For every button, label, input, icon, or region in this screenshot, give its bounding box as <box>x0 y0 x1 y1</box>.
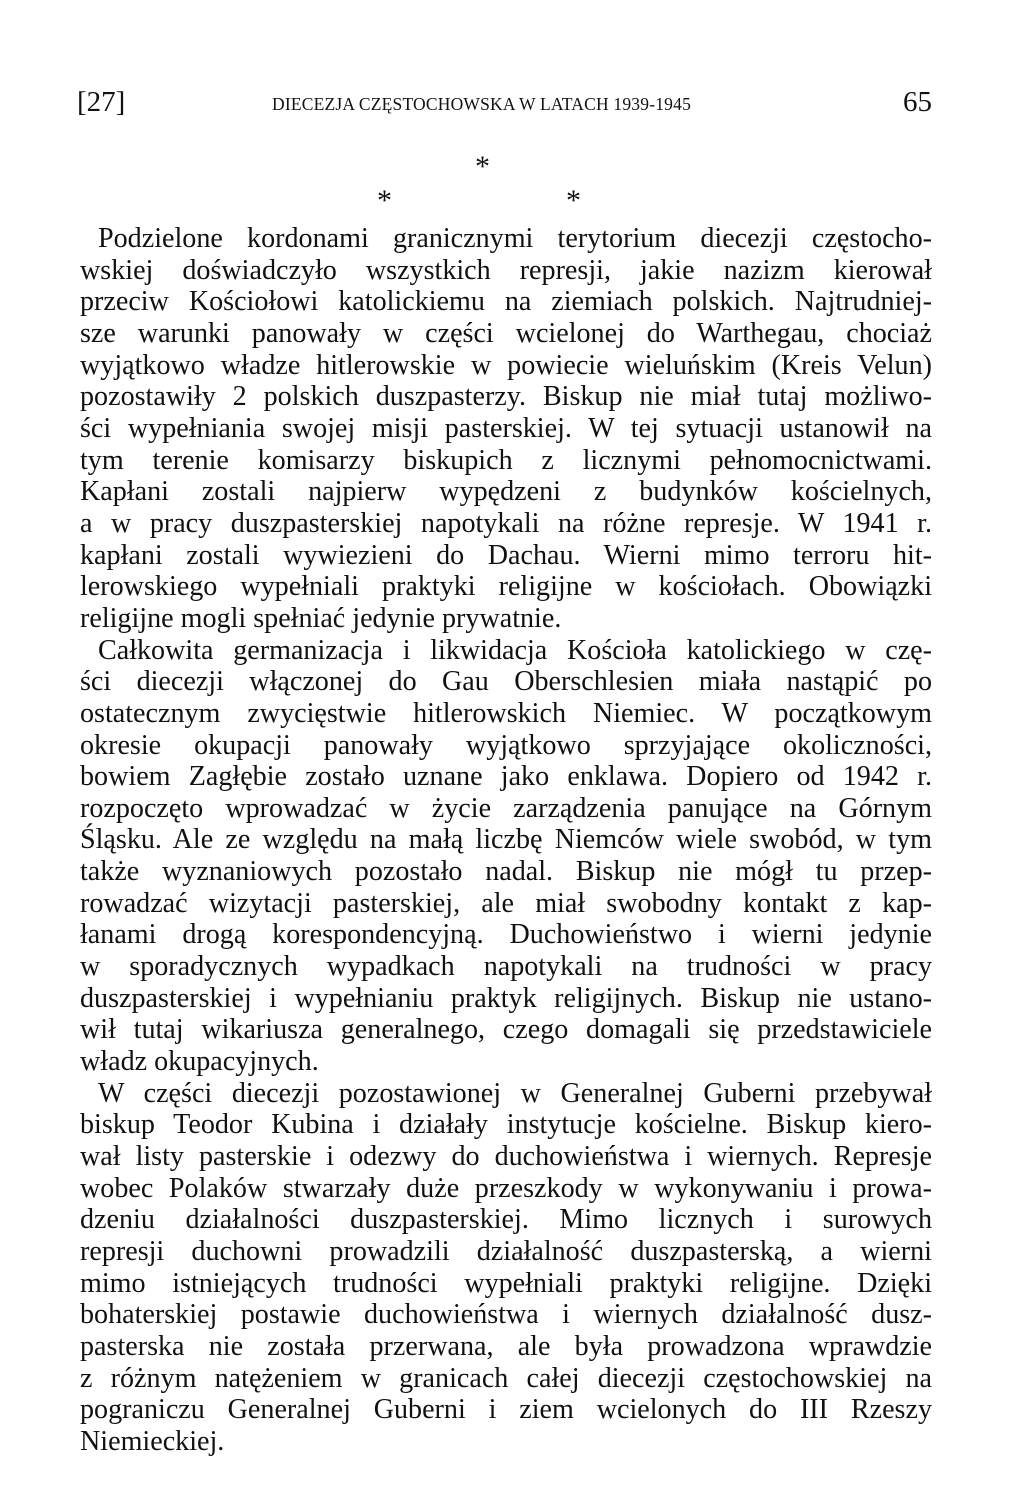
page-reference: [27] <box>77 86 126 118</box>
asterisk-top: * <box>475 150 490 183</box>
page-number: 65 <box>903 86 932 118</box>
text-line: okresie okupacji panowały wyjątkowo sprzyjające okoliczności, <box>80 729 932 761</box>
text-line: wobec Polaków stwarzały duże przeszkody w wykonywaniu i prowa- <box>80 1172 932 1204</box>
asterisk-right: * <box>566 184 581 217</box>
text-line: wił tutaj wikariusza generalnego, czego domagali się przedstawiciele <box>80 1014 932 1046</box>
asterisk-left: * <box>377 184 392 217</box>
text-line: z różnym natężeniem w granicach całej diecezji częstochowskiej na <box>80 1362 932 1394</box>
text-line: Kapłani zostali najpierw wypędzeni z budynków kościelnych, <box>80 476 932 508</box>
text-line: sze warunki panowały w części wcielonej do Warthegau, chociaż <box>80 317 932 349</box>
text-line: lerowskiego wypełniali praktyki religijne w kościołach. Obowiązki <box>80 571 932 603</box>
text-line: Śląsku. Ale ze względu na małą liczbę Niemców wiele swobód, w tym <box>80 824 932 856</box>
text-line: ostatecznym zwycięstwie hitlerowskich Niemiec. W początkowym <box>80 697 932 729</box>
text-line: Niemieckiej. <box>80 1425 225 1457</box>
text-line: rozpoczęto wprowadzać w życie zarządzenia panujące na Górnym <box>80 792 932 824</box>
paragraph-3 <box>80 1078 932 1458</box>
text-line: dzeniu działalności duszpasterskiej. Mimo licznych i surowych <box>80 1204 932 1236</box>
text-line: W części diecezji pozostawionej w Generalnej Guberni przebywał <box>98 1077 932 1109</box>
text-line: władz okupacyjnych. <box>80 1046 319 1078</box>
text-line: przeciw Kościołowi katolickiemu na ziemiach polskich. Najtrudniej- <box>80 286 932 318</box>
text-line: także wyznaniowych pozostało nadal. Biskup nie mógł tu przep- <box>80 856 932 888</box>
text-line: wskiej doświadczyło wszystkich represji, jakie nazizm kierował <box>80 254 932 286</box>
text-line: a w pracy duszpasterskiej napotykali na różne represje. W 1941 r. <box>80 507 932 539</box>
text-line: ści wypełniania swojej misji pasterskiej. W tej sytuacji ustanowił na <box>80 412 932 444</box>
article-body <box>80 223 932 1458</box>
text-line: represji duchowni prowadzili działalność duszpasterską, a wierni <box>80 1236 932 1267</box>
section-ornament <box>0 0 1024 260</box>
paragraph-2 <box>80 635 932 1078</box>
text-line: pograniczu Generalnej Guberni i ziem wcielonych do III Rzeszy <box>80 1394 932 1426</box>
text-line: wyjątkowo władze hitlerowskie w powiecie wieluńskim (Kreis Velun) <box>80 349 932 381</box>
text-line: kapłani zostali wywiezieni do Dachau. Wierni mimo terroru hit- <box>80 539 932 571</box>
text-line: tym terenie komisarzy biskupich z licznymi pełnomocnictwami. <box>80 444 932 476</box>
text-line: wał listy pasterskie i odezwy do duchowieństwa i wiernych. Represje <box>80 1141 932 1173</box>
text-line: rowadzać wizytacji pasterskiej, ale miał swobodny kontakt z kap- <box>80 887 932 919</box>
text-line: bohaterskiej postawie duchowieństwa i wiernych działalność dusz- <box>80 1299 932 1331</box>
paragraph-1 <box>80 223 932 635</box>
text-line: religijne mogli spełniać jedynie prywatnie. <box>80 602 562 634</box>
text-line: biskup Teodor Kubina i działały instytucje kościelne. Biskup kiero- <box>80 1109 932 1141</box>
text-line: mimo istniejących trudności wypełniali praktyki religijne. Dzięki <box>80 1267 932 1299</box>
text-line: Całkowita germanizacja i likwidacja Kościoła katolickiego w czę- <box>98 634 932 666</box>
text-line: ści diecezji włączonej do Gau Oberschlesien miała nastąpić po <box>80 666 932 698</box>
running-title: DIECEZJA CZĘSTOCHOWSKA W LATACH 1939-1945 <box>272 94 692 114</box>
text-line: bowiem Zagłębie zostało uznane jako enklawa. Dopiero od 1942 r. <box>80 761 932 793</box>
text-line: w sporadycznych wypadkach napotykali na trudności w pracy <box>80 951 932 983</box>
text-line: pasterska nie została przerwana, ale była prowadzona wprawdzie <box>80 1330 932 1362</box>
text-line: Podzielone kordonami granicznymi terytorium diecezji częstocho- <box>98 223 932 254</box>
text-line: pozostawiły 2 polskich duszpasterzy. Biskup nie miał tutaj możliwo- <box>80 381 932 413</box>
text-line: duszpasterskiej i wypełnianiu praktyk religijnych. Biskup nie ustano- <box>80 982 932 1014</box>
text-line: łanami drogą korespondencyjną. Duchowieństwo i wierni jedynie <box>80 919 932 951</box>
